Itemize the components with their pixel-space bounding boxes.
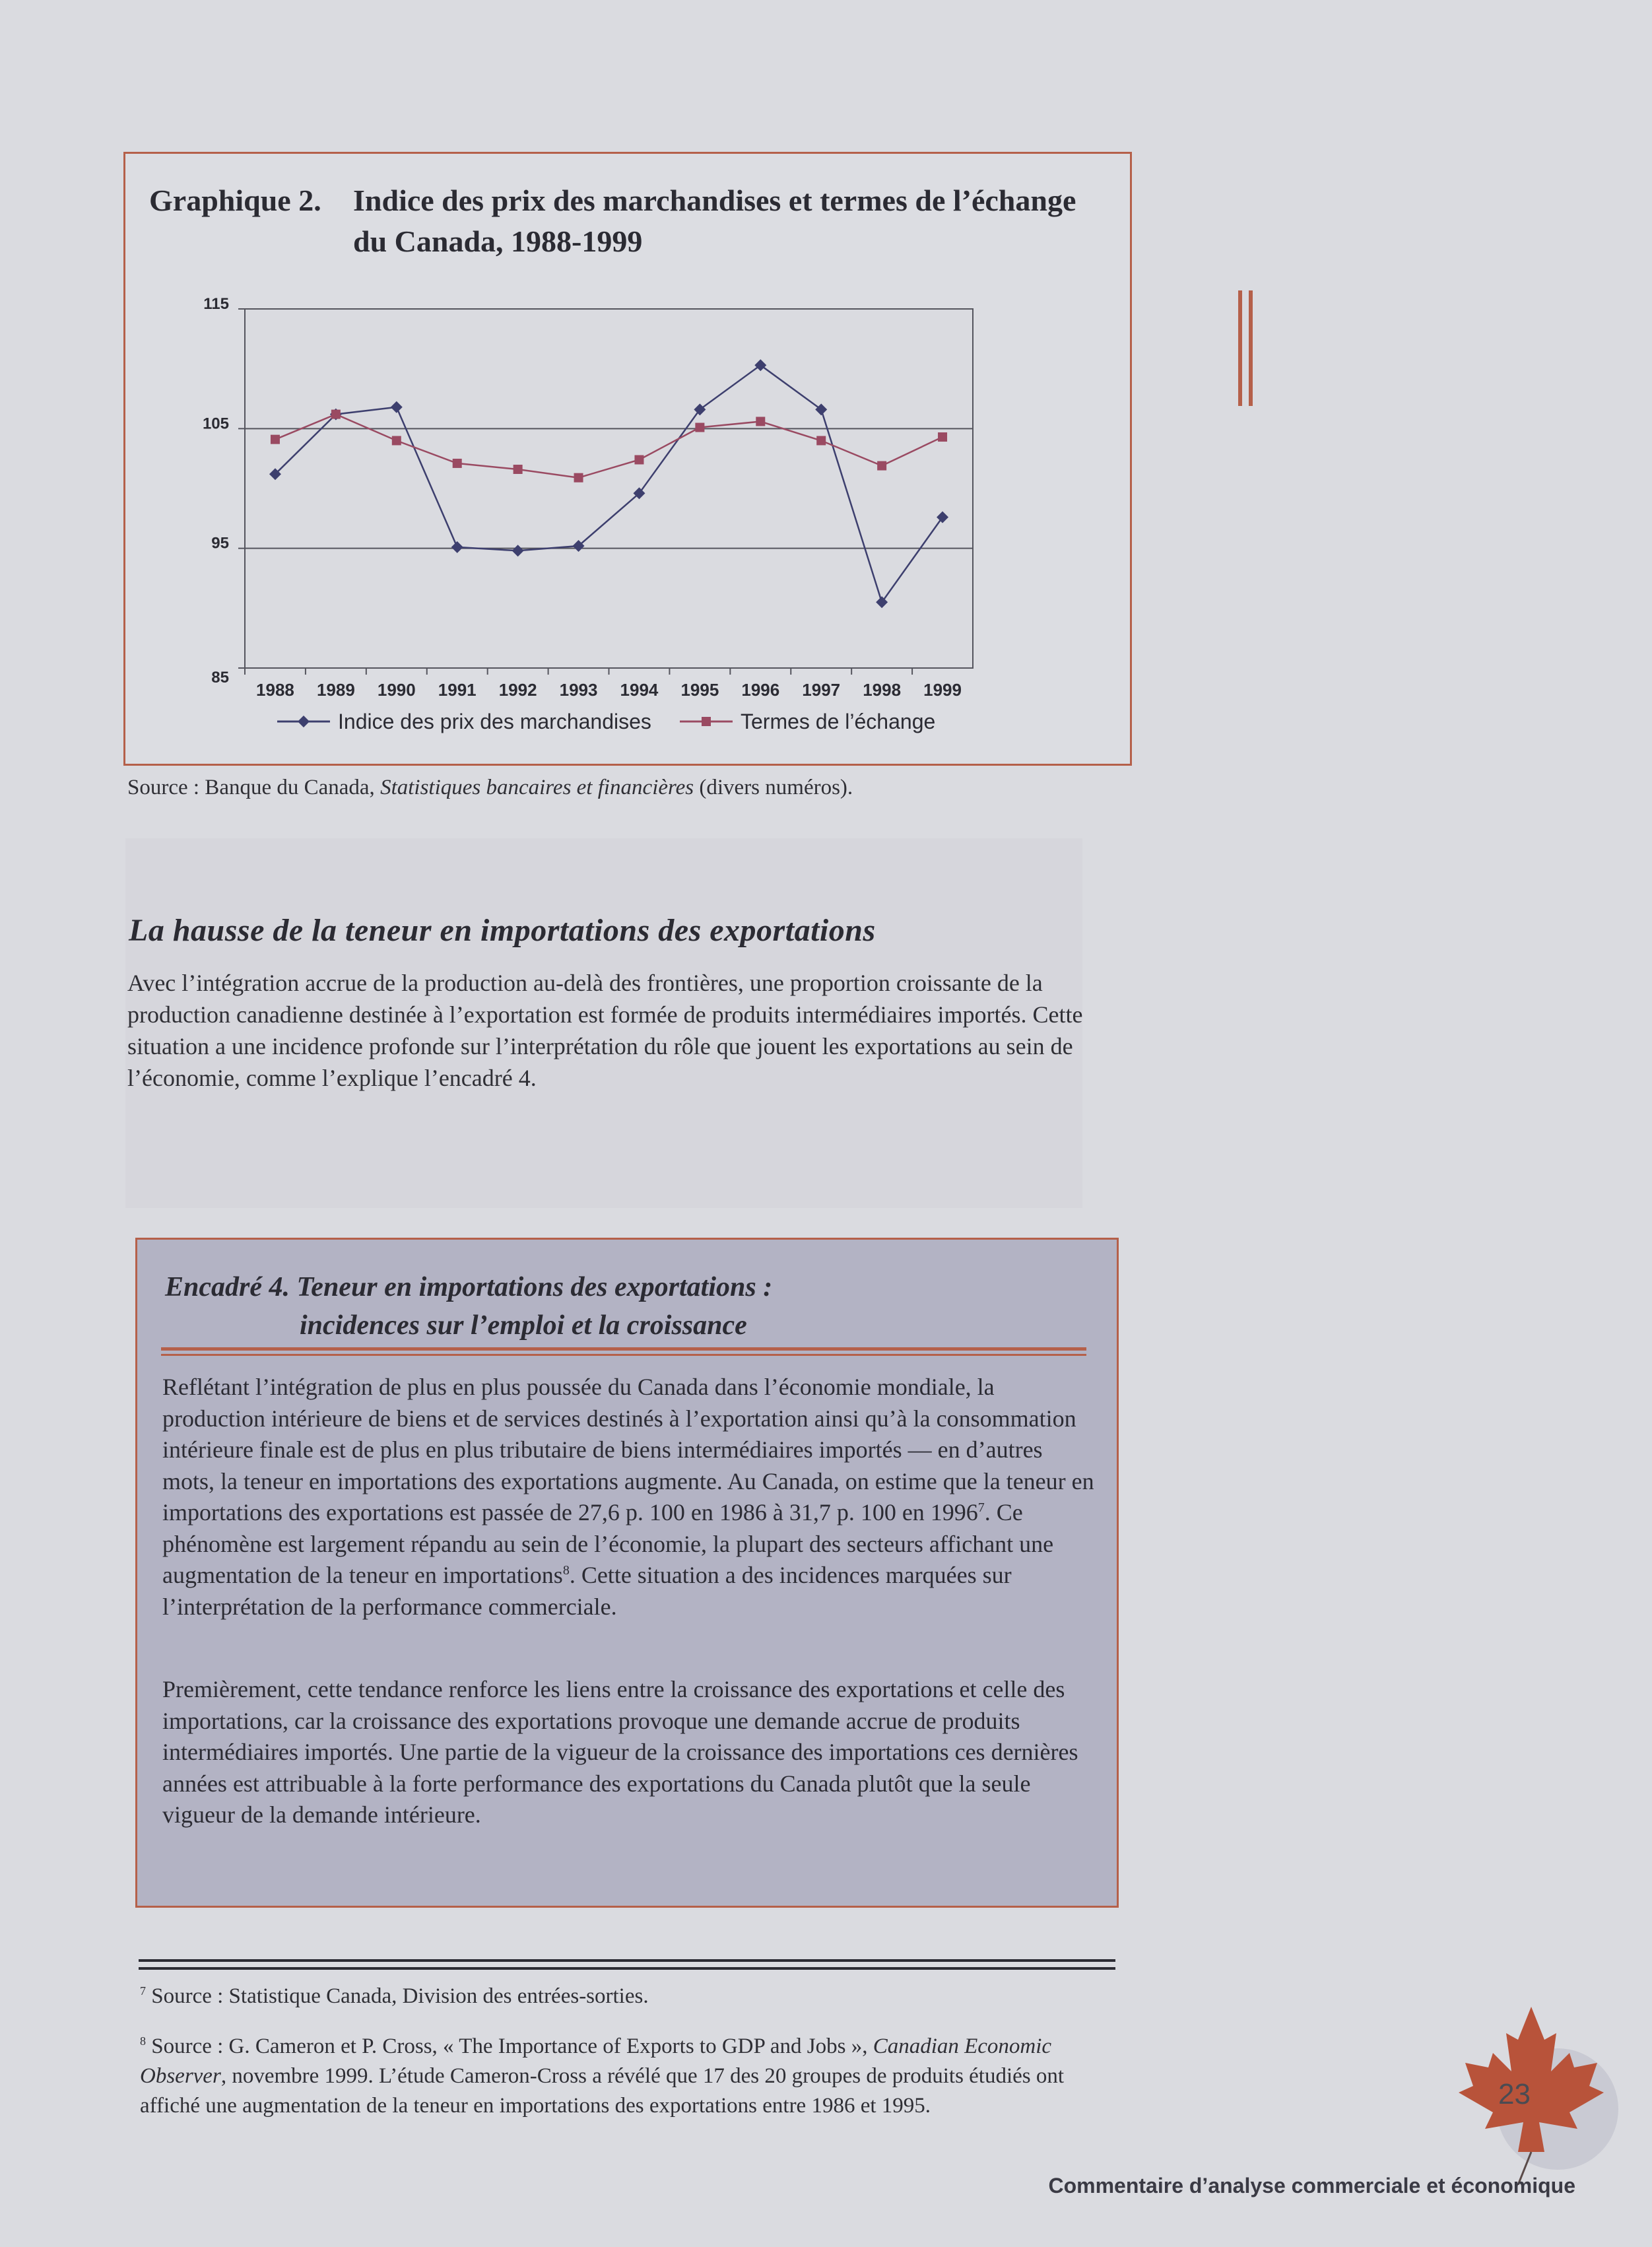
x-tick-label: 1988 (256, 680, 294, 700)
encadre-paragraph-1 (162, 1372, 1100, 1623)
y-tick-label: 95 (211, 534, 229, 553)
encadre-title-line-1: Encadré 4. Teneur en importations des exportations : (165, 1272, 773, 1302)
footnote-text: , novembre 1999. L’étude Cameron-Cross a révélé que 17 des 20 groupes de produits étudiés ont affiché une augmentation de la teneur en importations des exportations entre 1986 et 1995. (140, 2064, 1065, 2118)
x-tick-label: 1994 (620, 680, 659, 700)
x-tick-label: 1993 (559, 680, 598, 700)
x-tick-label: 1990 (377, 680, 416, 700)
para-text: Reflétant l’intégration de plus en plus poussée du Canada dans l’économie mondiale, la production intérieure de biens et de services destinés à l’exportation ainsi qu’à la consommation intérieure finale est de plus en plus tributaire de biens intermédiaires importés — en d’autres mots, la teneur en importations des exportations augmente. Au Canada, on estime que la teneur en importations des exportations est passée de 27,6 p. 100 en 1986 à 31,7 p. 100 en 1996 (162, 1374, 1094, 1526)
legend-label: Indice des prix des marchandises (338, 710, 651, 733)
chart-title-number: Graphique 2. (149, 184, 321, 217)
page-number: 23 (1498, 2078, 1531, 2110)
footnote-ref-8[interactable]: 8 (562, 1563, 570, 1578)
y-axis-ticks (203, 295, 245, 687)
data-point-square (756, 417, 765, 426)
data-point-square (938, 432, 947, 442)
encadre-box (135, 1238, 1119, 1908)
data-point-square (271, 435, 280, 444)
encadre-rule (161, 1354, 1086, 1356)
data-point-square (877, 461, 886, 471)
plot-area (245, 309, 973, 668)
source-suffix: (divers numéros). (694, 776, 853, 799)
legend-marker-square (702, 717, 711, 726)
footnote-ref-7[interactable]: 7 (977, 1500, 985, 1515)
data-point-square (453, 459, 462, 468)
source-title: Statistiques bancaires et financières (380, 776, 694, 799)
x-tick-label: 1991 (438, 680, 477, 700)
x-tick-label: 1995 (680, 680, 719, 700)
section-heading: La hausse de la teneur en importations des exportations (129, 913, 876, 948)
chart-source (127, 776, 853, 800)
data-point-square (816, 436, 826, 445)
footnote-7 (140, 1982, 1104, 2011)
para-text: . Ce phénomène est largement répandu au sein de l’économie, la plupart des secteurs affichant une augmentation de la teneur en importations (162, 1499, 1054, 1588)
encadre-rule (161, 1347, 1086, 1351)
footnote-text: Source : Statistique Canada, Division des entrées-sorties. (146, 1984, 649, 2008)
margin-accent-bar (1238, 290, 1253, 406)
chart-frame (123, 152, 1132, 766)
footnote-rule (139, 1967, 1115, 1970)
legend-label: Termes de l’échange (741, 710, 936, 733)
footnote-publication: Canadian Economic Observer (140, 2034, 1052, 2088)
x-tick-label: 1992 (498, 680, 537, 700)
chart-legend (277, 710, 935, 733)
chart-title: Indice des prix des marchandises et termes de l’échange du Canada, 1988-1999 (353, 184, 1076, 258)
footnote-marker: 7 (140, 1984, 146, 1997)
encadre-title-line-2: incidences sur l’emploi et la croissance (300, 1310, 747, 1341)
data-point-square (331, 410, 341, 419)
data-point-square (574, 473, 583, 483)
footnote-marker: 8 (140, 2034, 146, 2048)
data-point-square (513, 465, 523, 474)
x-axis-ticks (245, 668, 962, 700)
x-tick-label: 1999 (923, 680, 962, 700)
data-point-square (695, 423, 704, 432)
data-point-square (634, 455, 644, 464)
running-footer: Commentaire d’analyse commerciale et économique (1048, 2174, 1575, 2197)
footnote-rule (139, 1959, 1115, 1962)
line-chart (125, 154, 1130, 764)
x-tick-label: 1989 (316, 680, 355, 700)
x-tick-label: 1998 (863, 680, 902, 700)
footnote-8 (140, 2032, 1104, 2121)
x-tick-label: 1996 (741, 680, 780, 700)
para-text: . Cette situation a des incidences marquées sur l’interprétation de la performance commerciale. (162, 1562, 1012, 1620)
footnote-text: Source : G. Cameron et P. Cross, « The Importance of Exports to GDP and Jobs », (146, 2034, 873, 2058)
source-prefix: Source : Banque du Canada, (127, 776, 381, 799)
y-tick-label: 115 (203, 295, 229, 313)
section-paragraph: Avec l’intégration accrue de la production au-delà des frontières, une proportion croissante de la production canadienne destinée à l’exportation est formée de produits intermédiaires importés. Cette situation a une incidence profonde sur l’interprétation du rôle que jouent les exportations au sein de l’économie, comme l’explique l’encadré 4. (127, 970, 1083, 1091)
encadre-paragraph-2: Premièrement, cette tendance renforce les liens entre la croissance des exportations et celle des importations, car la croissance des exportations provoque une demande accrue de produits intermédiaires importés. Une partie de la vigueur de la croissance des importations ces dernières années est attribuable à la forte performance des exportations du Canada plutôt que la seule vigueur de la demande intérieure. (162, 1676, 1078, 1828)
y-tick-label: 85 (211, 669, 229, 687)
legend-marker-diamond (298, 716, 310, 727)
x-tick-label: 1997 (802, 680, 841, 700)
y-tick-label: 105 (202, 415, 229, 433)
data-point-square (392, 436, 401, 445)
